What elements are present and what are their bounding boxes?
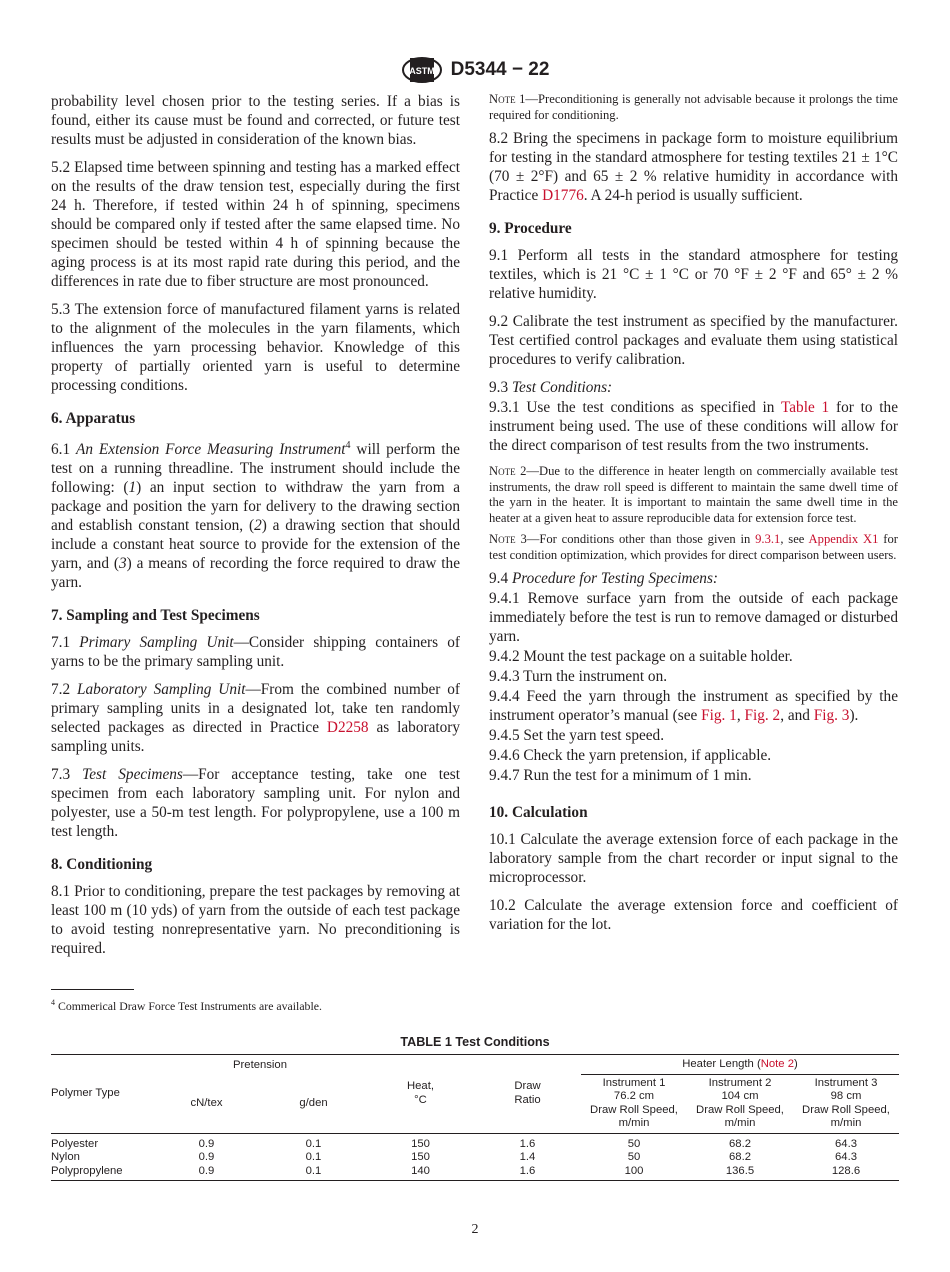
paragraph-7-2: 7.2 Laboratory Sampling Unit—From the combined number of primary sampling units in a designated lot, take ten randomly selected packages as directed in Practice D2258 as laboratory sampling units.	[51, 681, 460, 756]
header-instrument-1: Instrument 1 76.2 cm	[602, 1076, 666, 1102]
paragraph-9-4-1: 9.4.1 Remove surface yarn from the outside of each package immediately before the test is run to remove damaged or disturbed yarn.	[489, 590, 898, 645]
paragraph-9-4-7: 9.4.7 Run the test for a minimum of 1 min.	[489, 767, 752, 784]
paragraph-9-1: 9.1 Perform all tests in the standard atmosphere for testing textiles, which is 21 °C ± 1 °C or 70 °F ± 2 °F and 65° ± 2 % relative humidity.	[489, 247, 898, 302]
section-heading-7: 7. Sampling and Test Specimens	[51, 607, 260, 625]
link-d1776[interactable]: D1776	[542, 187, 584, 204]
header-draw-ratio: Draw Ratio	[474, 1055, 581, 1134]
page-header	[0, 56, 950, 84]
table-title: TABLE 1 Test Conditions	[400, 1035, 550, 1049]
paragraph-8-1: 8.1 Prior to conditioning, prepare the test packages by removing at least 100 m (10 yds) of yarn from the outside of each test package to avoid testing nonrepresentative yarn. No preconditioning is required.	[51, 883, 460, 958]
paragraph-9-4-4: 9.4.4 Feed the yarn through the instrument as specified by the instrument operator’s manual (see Fig. 1, Fig. 2, and Fig. 3).	[489, 688, 898, 724]
note-2: Note 2—Due to the difference in heater length on commercially available test instruments, the draw roll speed is different to maintain the same dwell time of the yarn in the heater. It is important to maintain the same dwell time in the heater at a given heat to assure reproducible data for extension force test.	[489, 464, 898, 525]
paragraph-9-4-6: 9.4.6 Check the yarn pretension, if applicable.	[489, 747, 772, 764]
paragraph-9-4-3: 9.4.3 Turn the instrument on.	[489, 668, 668, 685]
paragraph-7-3: 7.3 Test Specimens—For acceptance testing, take one test specimen from each laboratory sampling unit. For nylon and polyester, use a 50-m test length. For polypropylene, use a 100 m test length.	[51, 766, 460, 841]
paragraph-6-1: 6.1 An Extension Force Measuring Instrument$^4$ will perform the test on a running threadline. The instrument should include the following: (1) an input section to withdraw the yarn from a package and position the yarn for delivery to the drawing section and establish constant tension, (2) a drawing section that should include a constant heat source to provide for the extension of the yarn, and (3) a means of recording the force required to draw the yarn.	[51, 440, 460, 592]
paragraph-9-4-2: 9.4.2 Mount the test package on a suitable holder.	[489, 648, 793, 665]
link-table-1[interactable]: Table 1	[780, 399, 830, 416]
link-note-2[interactable]: Note 2	[760, 1058, 795, 1070]
page-number: 2	[471, 1222, 479, 1237]
paragraph-9-3: 9.3 Test Conditions:	[489, 379, 613, 396]
link-fig-1[interactable]: Fig. 1	[701, 707, 737, 724]
section-heading-6: 6. Apparatus	[51, 410, 136, 427]
paragraph-5-1-cont: probability level chosen prior to the testing series. If a bias is found, either its cause must be found and corrected, or future test results must be adjusted in consideration of the known bias.	[51, 93, 460, 148]
svg-text:ASTM: ASTM	[408, 66, 435, 76]
paragraph-9-4: 9.4 Procedure for Testing Specimens:	[489, 570, 719, 587]
header-heater-length: Heater Length (Note 2)	[581, 1055, 899, 1075]
footnote-divider	[51, 989, 134, 990]
header-g-den: g/den	[260, 1074, 367, 1133]
note-3: Note 3—For conditions other than those given in 9.3.1, see Appendix X1 for test condition optimization, which provides for direct comparison between users.	[489, 532, 898, 562]
paragraph-9-3-1: 9.3.1 Use the test conditions as specified in Table 1 for to the instrument being used. The use of these conditions will allow for the direct comparison of test results from the two instruments.	[489, 399, 898, 454]
header-speed-2: Draw Roll Speed, m/min	[696, 1103, 784, 1129]
header-heat: Heat, °C	[367, 1055, 474, 1134]
paragraph-9-4-5: 9.4.5 Set the yarn test speed.	[489, 727, 665, 744]
paragraph-9-2: 9.2 Calibrate the test instrument as specified by the manufacturer. Test certified control packages and evaluate them using statistical procedures to verify calibration.	[489, 313, 898, 368]
header-speed-1: Draw Roll Speed, m/min	[590, 1103, 678, 1129]
paragraph-10-1: 10.1 Calculate the average extension force of each package in the laboratory sample from the chart recorder or input signal to the microprocessor.	[489, 831, 898, 886]
link-d2258[interactable]: D2258	[326, 719, 369, 737]
paragraph-5-2: 5.2 Elapsed time between spinning and testing has a marked effect on the results of the draw tension test, especially during the first 24 h. Therefore, if tested within 24 h of spinning, specimens should be compared only if tested after the same elapsed time. No specimen should be tested within 4 h of spinning because the aging process is at its most rapid rate during this period, and the differences in rate due to fiber structure are most pronounced.	[51, 159, 460, 290]
link-fig-3[interactable]: Fig. 3	[813, 707, 850, 724]
paragraph-8-2: 8.2 Bring the specimens in package form to moisture equilibrium for testing in the standard atmosphere for testing textiles 21 ± 1°C (70 ± 2°F) and 65 ± 2 % relative humidity in accordance with Practice D1776. A 24-h period is usually sufficient.	[489, 130, 898, 204]
link-appendix-x1[interactable]: Appendix X1	[808, 532, 879, 546]
section-heading-10: 10. Calculation	[489, 804, 588, 821]
document-id: D5344 − 22	[450, 59, 550, 80]
header-pretension: Pretension	[153, 1055, 367, 1075]
link-9-3-1[interactable]: 9.3.1	[755, 532, 781, 546]
left-column	[51, 92, 460, 967]
table-row: Nylon 0.9 0.1 150 1.4 50 68.2 64.3	[51, 1151, 857, 1163]
footnote: $^4$ Commerical Draw Force Test Instruments are available.	[51, 998, 322, 1013]
header-instrument-2: Instrument 2 104 cm	[708, 1076, 772, 1102]
footnote-ref: 4	[345, 440, 351, 451]
section-heading-9: 9. Procedure	[489, 220, 572, 237]
paragraph-5-3: 5.3 The extension force of manufactured filament yarns is related to the alignment of the molecules in the yarn filaments, which influences the yarn processing behavior. Knowledge of this property of partially oriented yarn is useful to determine processing conditions.	[51, 301, 460, 394]
table-row: Polyester 0.9 0.1 150 1.6 50 68.2 64.3	[51, 1137, 857, 1150]
paragraph-7-1: 7.1 Primary Sampling Unit—Consider shipping containers of yarns to be the primary sampling unit.	[51, 634, 460, 671]
test-conditions-table	[51, 1054, 899, 1181]
note-1: Note 1—Preconditioning is generally not advisable because it prolongs the time required for conditioning.	[489, 92, 898, 122]
link-fig-2[interactable]: Fig. 2	[744, 707, 781, 724]
astm-logo-icon	[401, 56, 443, 84]
header-instrument-3: Instrument 3 98 cm	[814, 1076, 878, 1102]
paragraph-10-2: 10.2 Calculate the average extension force and coefficient of variation for the lot.	[489, 897, 898, 933]
section-heading-8: 8. Conditioning	[51, 856, 153, 874]
header-speed-3: Draw Roll Speed, m/min	[802, 1103, 890, 1129]
table-row: Polypropylene 0.9 0.1 140 1.6 100 136.5 128.6	[51, 1165, 899, 1181]
header-cn-tex: cN/tex	[153, 1074, 260, 1133]
right-column	[489, 92, 898, 943]
header-polymer-type: Polymer Type	[51, 1055, 153, 1134]
